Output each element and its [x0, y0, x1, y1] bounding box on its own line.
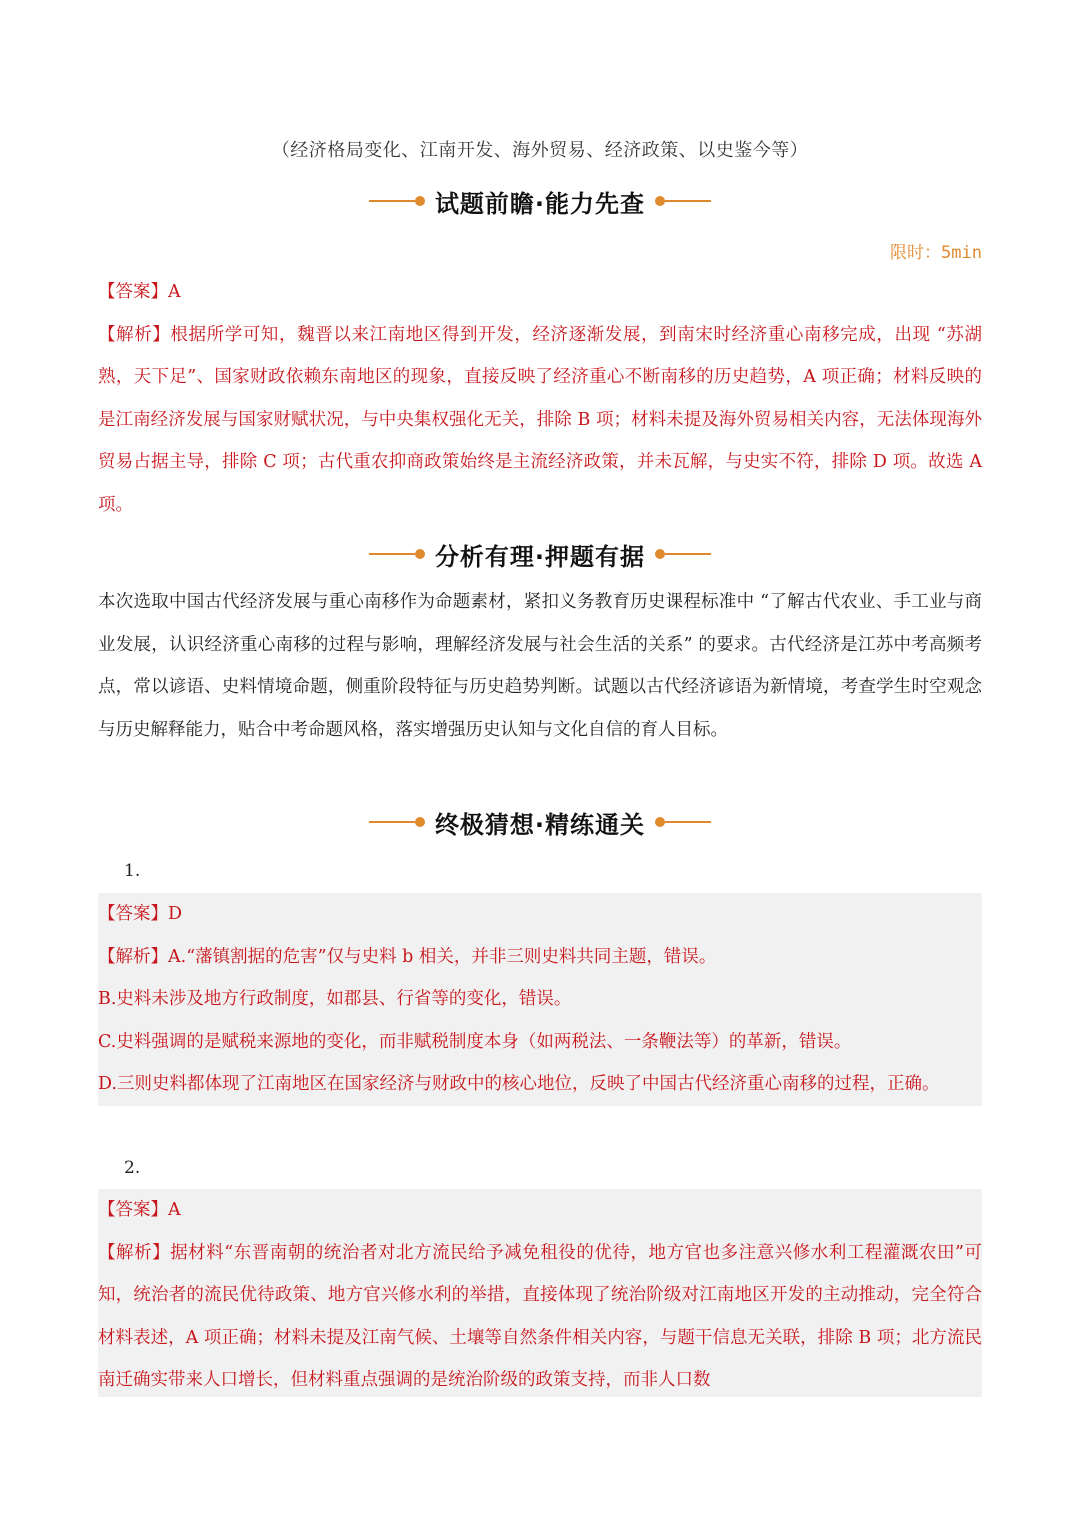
preview-block	[98, 271, 982, 526]
preview-analysis	[98, 314, 982, 527]
heading-decoration-left	[369, 549, 425, 559]
heading-decoration-left	[369, 196, 425, 206]
heading-decoration-right	[655, 196, 711, 206]
question-number-2: 2.	[124, 1158, 141, 1178]
analysis-paragraph: 本次选取中国古代经济发展与重心南移作为命题素材，紧扣义务教育历史课程标准中 “了解古代农业、手工业与商业发展，认识经济重心南移的过程与影响，理解经济发展与社会生活的关系” 的要求。古代经济是江苏中考高频考点，常以谚语、史料情境命题，侧重阶段特征与历史趋势判断。试题以古代经济谚语为新情境，考查学生时空观念与历史解释能力，贴合中考命题风格，落实增强历史认知与文化自信的育人目标。	[98, 592, 982, 740]
answer-label: 【答案】	[98, 1200, 168, 1220]
answer-label: 【答案】	[98, 282, 168, 302]
question-2-block	[98, 1189, 982, 1397]
analysis-line: A.“藩镇割据的危害”仅与史料 b 相关，并非三则史料共同主题，错误。	[168, 946, 717, 967]
question-number-1: 1.	[124, 861, 141, 881]
heading-decoration-right	[655, 549, 711, 559]
analysis-label: 【解析】	[98, 1242, 171, 1263]
analysis-text: 据材料“东晋南朝的统治者对北方流民给予减免租役的优待，地方官也多注意兴修水利工程灌溉农田”可知，统治者的流民优待政策、地方官兴修水利的举措，直接体现了统治阶级对江南地区开发的主动推动，完全符合材料表述，A 项正确；材料未提及江南气候、土壤等自然条件相关内容，与题干信息无关联，排除 B 项；北方流民南迁确实带来人口增长，但材料重点强调的是统治阶级的政策支持，而非人口数	[98, 1242, 982, 1390]
section-title-analysis: 分析有理·押题有据	[434, 542, 646, 571]
analysis-label: 【解析】	[98, 324, 171, 345]
analysis-text: 根据所学可知，魏晋以来江南地区得到开发，经济逐渐发展，到南宋时经济重心南移完成，出现 “苏湖熟，天下足”、国家财政依赖东南地区的现象，直接反映了经济重心不断南移的历史趋势，A 项正确；材料反映的是江南经济发展与国家财赋状况，与中央集权强化无关，排除 B 项；材料未提及海外贸易相关内容，无法体现海外贸易占据主导，排除 C 项；古代重农抑商政策始终是主流经济政策，并未瓦解，与史实不符，排除 D 项。故选 A 项。	[98, 324, 983, 515]
answer-label: 【答案】	[98, 904, 168, 924]
section-heading-practice	[0, 802, 1080, 842]
answer-value: A	[168, 282, 181, 302]
q1-analysis-a	[98, 936, 982, 979]
time-limit: 限时：5min	[890, 243, 982, 263]
section-heading-preview	[0, 181, 1080, 221]
q1-analysis-d: D.三则史料都体现了江南地区在国家经济与财政中的核心地位，反映了中国古代经济重心南移的过程，正确。	[98, 1074, 940, 1094]
heading-decoration-left	[369, 817, 425, 827]
analysis-block	[98, 581, 982, 751]
section-heading-analysis	[0, 534, 1080, 574]
q1-analysis-c: C.史料强调的是赋税来源地的变化，而非赋税制度本身（如两税法、一条鞭法等）的革新，错误。	[98, 1031, 852, 1052]
q1-analysis-b: B.史料未涉及地方行政制度，如郡县、行省等的变化，错误。	[98, 989, 572, 1009]
q2-answer	[98, 1189, 982, 1232]
answer-value: D	[168, 904, 183, 924]
q1-answer	[98, 893, 982, 936]
section-title-practice: 终极猜想·精练通关	[434, 810, 646, 839]
q2-analysis	[98, 1232, 982, 1398]
answer-value: A	[168, 1200, 181, 1220]
preview-answer	[98, 271, 982, 314]
section-title-preview: 试题前瞻·能力先查	[434, 189, 646, 218]
analysis-label: 【解析】	[98, 946, 168, 967]
question-1-block	[98, 893, 982, 1106]
subtitle: （经济格局变化、江南开发、海外贸易、经济政策、以史鉴今等）	[271, 140, 809, 161]
heading-decoration-right	[655, 817, 711, 827]
